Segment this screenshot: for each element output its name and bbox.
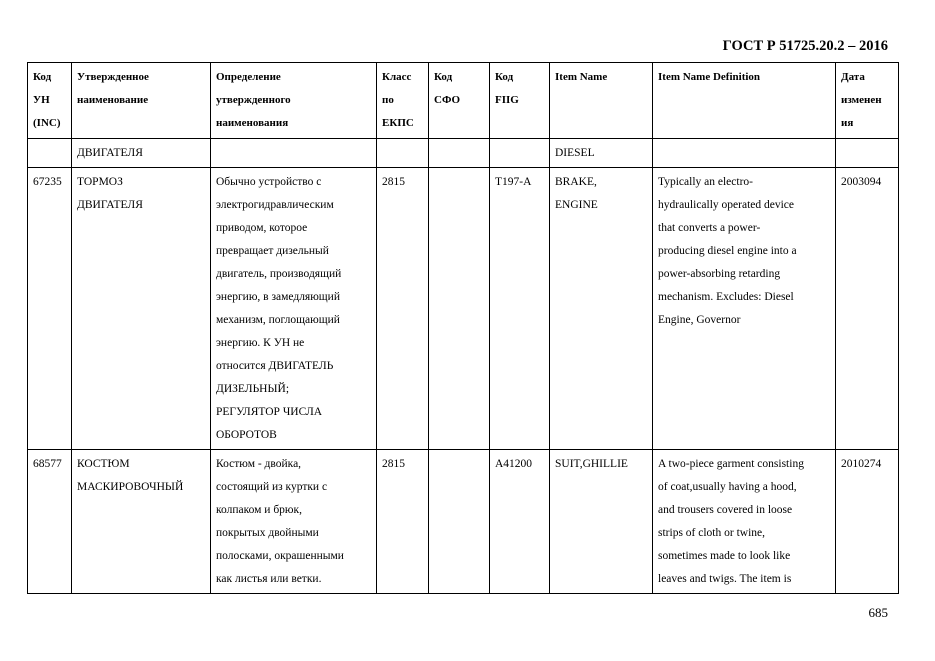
text-line: strips of cloth or twine, bbox=[658, 527, 765, 539]
text-line: Код bbox=[33, 71, 52, 83]
cell-class: 2815 bbox=[377, 450, 429, 594]
text-line: МАСКИРОВОЧНЫЙ bbox=[77, 481, 184, 493]
cell-inc: 68577 bbox=[28, 450, 72, 594]
header-ekps-class bbox=[377, 63, 429, 139]
header-approved-name bbox=[72, 63, 211, 139]
cell-item-name bbox=[550, 450, 653, 594]
text-line: КОСТЮМ bbox=[77, 458, 130, 470]
document-standard-header: ГОСТ Р 51725.20.2 – 2016 bbox=[722, 38, 888, 54]
text-line: Typically an electro- bbox=[658, 176, 753, 188]
page-number: 685 bbox=[868, 605, 888, 620]
text-line: and trousers covered in loose bbox=[658, 504, 793, 516]
header-item-name-definition bbox=[653, 63, 836, 139]
cell-name-ru bbox=[72, 168, 211, 450]
text-line: mechanism. Excludes: Diesel bbox=[658, 291, 794, 303]
cell-inc bbox=[28, 139, 72, 168]
header-fiig-code bbox=[490, 63, 550, 139]
text-line: Обычно устройство с bbox=[216, 176, 322, 188]
text-line: СФО bbox=[434, 94, 461, 106]
text-line: of coat,usually having a hood, bbox=[658, 481, 797, 493]
text-line: превращает дизельный bbox=[216, 245, 329, 257]
cell-fiig: A41200 bbox=[490, 450, 550, 594]
text-line: Утвержденное bbox=[77, 71, 149, 83]
text-line: producing diesel engine into a bbox=[658, 245, 797, 257]
cell-sfo bbox=[429, 450, 490, 594]
text-line: ДИЗЕЛЬНЫЙ; bbox=[216, 383, 290, 395]
nomenclature-table bbox=[27, 62, 899, 594]
cell-fiig bbox=[490, 139, 550, 168]
text-line: механизм, поглощающий bbox=[216, 314, 340, 326]
text-line: электрогидравлическим bbox=[216, 199, 334, 211]
text-line: sometimes made to look like bbox=[658, 550, 791, 562]
text-line: leaves and twigs. The item is bbox=[658, 573, 792, 585]
cell-date: 2003094 bbox=[836, 168, 899, 450]
cell-class: 2815 bbox=[377, 168, 429, 450]
cell-definition-ru bbox=[211, 168, 377, 450]
text-line: power-absorbing retarding bbox=[658, 268, 781, 280]
text-line: (INC) bbox=[33, 117, 61, 129]
text-line: Класс bbox=[382, 71, 412, 83]
text-line: Engine, Governor bbox=[658, 314, 741, 326]
text-line: Item Name bbox=[555, 71, 608, 83]
text-line: состоящий из куртки с bbox=[216, 481, 328, 493]
header-change-date bbox=[836, 63, 899, 139]
cell-name-ru bbox=[72, 450, 211, 594]
cell-definition-en bbox=[653, 450, 836, 594]
text-line: ДВИГАТЕЛЯ bbox=[77, 199, 143, 211]
text-line: that converts a power- bbox=[658, 222, 761, 234]
text-line: Определение bbox=[216, 71, 281, 83]
cell-definition-en bbox=[653, 168, 836, 450]
header-name-definition-ru bbox=[211, 63, 377, 139]
text-line: BRAKE, bbox=[555, 176, 597, 188]
cell-sfo bbox=[429, 139, 490, 168]
cell-fiig: T197-A bbox=[490, 168, 550, 450]
text-line: Код bbox=[434, 71, 453, 83]
text-line: энергию. К УН не bbox=[216, 337, 305, 349]
text-line: относится ДВИГАТЕЛЬ bbox=[216, 360, 334, 372]
header-item-name bbox=[550, 63, 653, 139]
table-row bbox=[28, 168, 899, 450]
table-row bbox=[28, 450, 899, 594]
cell-item-name: DIESEL bbox=[550, 139, 653, 168]
text-line: A two-piece garment consisting bbox=[658, 458, 804, 470]
text-line: утвержденного bbox=[216, 94, 291, 106]
text-line: приводом, которое bbox=[216, 222, 308, 234]
text-line: изменен bbox=[841, 94, 882, 106]
cell-item-name bbox=[550, 168, 653, 450]
text-line: по bbox=[382, 94, 394, 106]
header-inc bbox=[28, 63, 72, 139]
text-line: РЕГУЛЯТОР ЧИСЛА bbox=[216, 406, 323, 418]
text-line: двигатель, производящий bbox=[216, 268, 342, 280]
text-line: УН bbox=[33, 94, 50, 106]
text-line: ия bbox=[841, 117, 854, 129]
text-line: ENGINE bbox=[555, 199, 598, 211]
cell-class bbox=[377, 139, 429, 168]
text-line: ТОРМОЗ bbox=[77, 176, 123, 188]
text-line: FIIG bbox=[495, 94, 519, 106]
cell-inc: 67235 bbox=[28, 168, 72, 450]
text-line: Item Name Definition bbox=[658, 71, 761, 83]
cell-definition-en bbox=[653, 139, 836, 168]
continuation-row bbox=[28, 139, 899, 168]
text-line: как листья или ветки. bbox=[216, 573, 322, 585]
cell-definition-ru bbox=[211, 139, 377, 168]
cell-definition-ru bbox=[211, 450, 377, 594]
text-line: SUIT,GHILLIE bbox=[555, 458, 628, 470]
text-line: наименования bbox=[216, 117, 289, 129]
text-line: Код bbox=[495, 71, 514, 83]
text-line: полосками, окрашенными bbox=[216, 550, 344, 562]
cell-sfo bbox=[429, 168, 490, 450]
table-header-row bbox=[28, 63, 899, 139]
header-sfo-code bbox=[429, 63, 490, 139]
cell-name-ru: ДВИГАТЕЛЯ bbox=[72, 139, 211, 168]
text-line: энергию, в замедляющий bbox=[216, 291, 340, 303]
text-line: ОБОРОТОВ bbox=[216, 429, 277, 441]
text-line: колпаком и брюк, bbox=[216, 504, 302, 516]
cell-date: 2010274 bbox=[836, 450, 899, 594]
cell-date bbox=[836, 139, 899, 168]
text-line: покрытых двойными bbox=[216, 527, 319, 539]
text-line: наименование bbox=[77, 94, 149, 106]
text-line: Дата bbox=[841, 71, 865, 83]
text-line: Костюм - двойка, bbox=[216, 458, 302, 470]
text-line: ЕКПС bbox=[382, 117, 414, 129]
text-line: hydraulically operated device bbox=[658, 199, 795, 211]
